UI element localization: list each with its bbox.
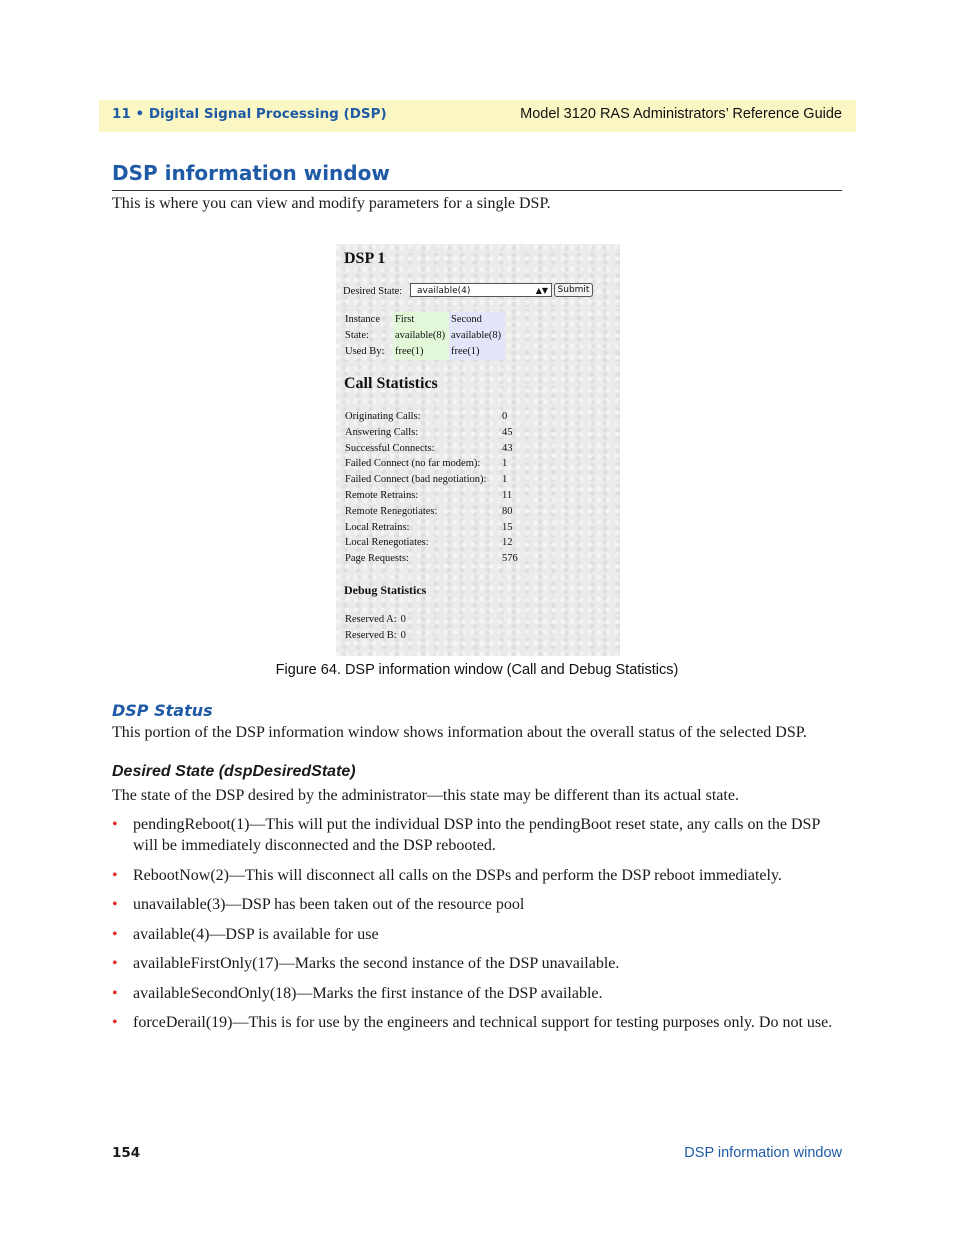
table-row xyxy=(343,628,408,644)
list-item-text: availableFirstOnly(17)—Marks the second instance of the DSP unavailable. xyxy=(133,955,620,972)
intro-text: This is where you can view and modify parameters for a single DSP. xyxy=(112,195,551,212)
stat-label: Reserved B: xyxy=(345,630,397,641)
table-row xyxy=(343,551,520,567)
stat-value: 45 xyxy=(502,426,513,438)
list-item xyxy=(112,814,842,856)
call-statistics-table xyxy=(343,409,520,567)
select-arrows-icon: ▲▼ xyxy=(535,286,548,295)
stat-label: Answering Calls: xyxy=(345,426,419,438)
stat-label: Remote Renegotiates: xyxy=(345,505,438,517)
table-row xyxy=(343,612,408,628)
stat-value: 576 xyxy=(502,553,518,565)
instance-header: Instance xyxy=(345,314,380,325)
bullet-icon: • xyxy=(112,984,118,1002)
bullet-icon: • xyxy=(112,816,118,833)
list-item-text: forceDerail(19)—This is for use by the engineers and technical support for testing purposes only. Do not use. xyxy=(133,1014,833,1031)
list-item-text: availableSecondOnly(18)—Marks the first instance of the DSP available. xyxy=(133,984,603,1002)
list-item-text: available(4)—DSP is available for use xyxy=(133,925,379,943)
table-row xyxy=(343,504,520,520)
dsp-title: DSP 1 xyxy=(344,250,386,267)
desired-state-select[interactable] xyxy=(410,283,552,297)
stat-label: Failed Connect (bad negotiation): xyxy=(345,474,487,486)
desired-state-title: Desired State (dspDesiredState) xyxy=(112,763,356,780)
table-row xyxy=(343,456,520,472)
stat-value: 12 xyxy=(502,537,513,549)
row-label: State: xyxy=(345,330,369,341)
desired-state-list xyxy=(112,814,842,1042)
chapter-header: 11 • Digital Signal Processing (DSP) xyxy=(112,106,387,122)
bullet-icon: • xyxy=(112,955,118,972)
debug-statistics-title: Debug Statistics xyxy=(344,583,427,597)
table-row xyxy=(343,425,520,441)
dsp-status-title: DSP Status xyxy=(112,701,213,720)
first-header: First xyxy=(393,312,449,328)
list-item xyxy=(112,983,842,1004)
stat-value: 0 xyxy=(502,411,508,422)
desired-state-value: available(4) xyxy=(417,286,471,296)
call-statistics-title: Call Statistics xyxy=(344,375,438,392)
table-row xyxy=(343,472,520,488)
stat-label: Remote Retrains: xyxy=(345,489,419,501)
second-header: Second xyxy=(449,312,505,328)
first-value: free(1) xyxy=(393,344,449,360)
stat-label: Originating Calls: xyxy=(345,411,421,422)
stat-value: 43 xyxy=(502,442,513,454)
list-item xyxy=(112,865,842,886)
table-row xyxy=(343,488,520,504)
row-label: Used By: xyxy=(345,346,385,357)
table-row xyxy=(343,312,505,328)
desired-state-text: The state of the DSP desired by the administrator—this state may be different than its actual state. xyxy=(112,787,739,804)
dsp-status-text: This portion of the DSP information window shows information about the overall status of the selected DSP. xyxy=(112,724,807,741)
stat-label: Page Requests: xyxy=(345,553,409,565)
list-item-text: unavailable(3)—DSP has been taken out of the resource pool xyxy=(133,896,525,913)
first-value: available(8) xyxy=(393,328,449,344)
stat-label: Successful Connects: xyxy=(345,442,435,454)
list-item xyxy=(112,924,842,945)
bullet-icon: • xyxy=(112,896,118,913)
stat-value: 0 xyxy=(400,614,406,625)
debug-statistics-table xyxy=(343,612,408,644)
table-row xyxy=(343,441,520,457)
stat-value: 1 xyxy=(502,474,508,486)
stat-label: Reserved A: xyxy=(345,614,397,625)
table-row xyxy=(343,520,520,536)
bullet-icon: • xyxy=(112,866,118,884)
desired-state-label: Desired State: xyxy=(343,286,403,297)
section-title: DSP information window xyxy=(112,161,390,185)
section-rule xyxy=(112,190,842,191)
table-row xyxy=(343,344,505,360)
bullet-icon: • xyxy=(112,925,118,943)
list-item xyxy=(112,953,842,974)
guide-title-header: Model 3120 RAS Administrators’ Reference Guide xyxy=(520,106,842,122)
page-number: 154 xyxy=(112,1145,141,1161)
stat-value: 80 xyxy=(502,505,513,517)
table-row xyxy=(343,409,520,425)
figure-caption: Figure 64. DSP information window (Call and Debug Statistics) xyxy=(275,662,679,678)
stat-value: 1 xyxy=(502,458,508,470)
submit-button[interactable]: Submit xyxy=(554,283,593,297)
table-row xyxy=(343,328,505,344)
stat-label: Failed Connect (no far modem): xyxy=(345,458,481,470)
table-row xyxy=(343,535,520,551)
list-item-text: RebootNow(2)—This will disconnect all calls on the DSPs and perform the DSP reboot immediately. xyxy=(133,866,782,884)
second-value: free(1) xyxy=(449,344,505,360)
list-item xyxy=(112,1012,842,1033)
second-value: available(8) xyxy=(449,328,505,344)
stat-value: 11 xyxy=(502,489,513,501)
stat-label: Local Renegotiates: xyxy=(345,537,429,549)
list-item-text: pendingReboot(1)—This will put the individual DSP into the pendingBoot reset state, any calls on the DSP will be immediately disconnected and the DSP rebooted. xyxy=(133,816,820,854)
footer-section-title: DSP information window xyxy=(684,1145,842,1161)
instance-table xyxy=(343,312,505,360)
list-item xyxy=(112,894,842,915)
stat-value: 0 xyxy=(400,630,406,641)
dsp-window-screenshot xyxy=(336,244,620,656)
bullet-icon: • xyxy=(112,1014,118,1031)
stat-label: Local Retrains: xyxy=(345,521,410,533)
stat-value: 15 xyxy=(502,521,513,533)
